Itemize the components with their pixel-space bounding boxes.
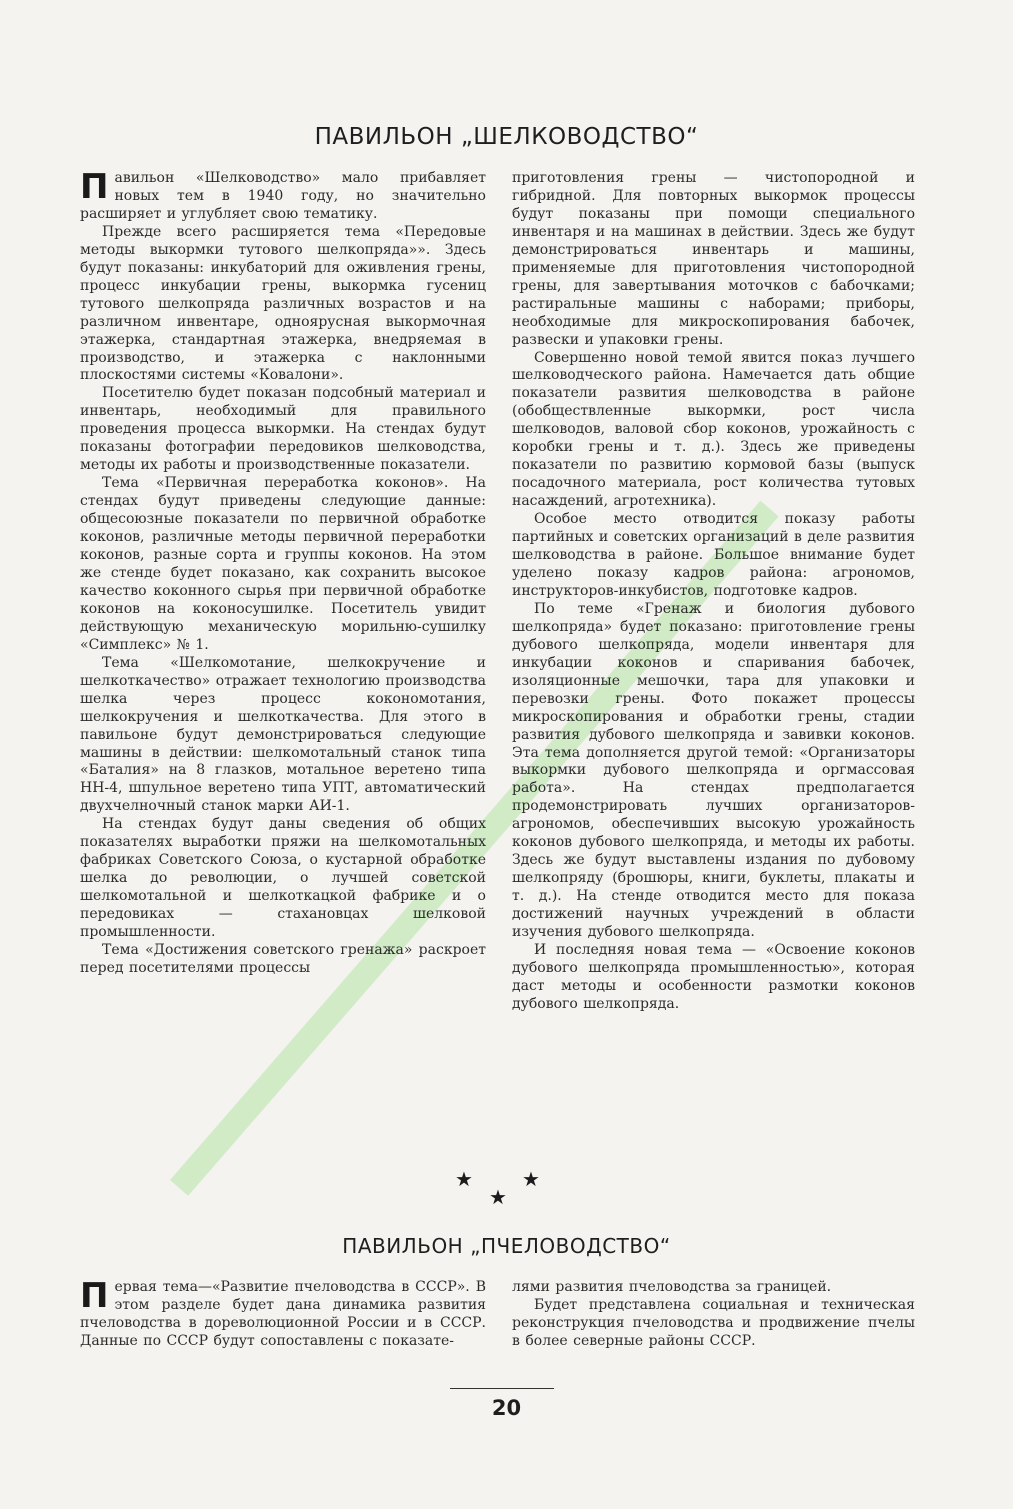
paragraph: Посетителю будет показан подсобный материал и инвентарь, необходимый для правильного проведения процесса выкормки. На стендах будут показаны фотографии передовиков шелководства, методы их работы и производственные показатели.	[80, 385, 486, 474]
star-icon: ★	[522, 1167, 540, 1191]
paragraph: Тема «Шелкомотание, шелкокручение и шелкоткачество» отражает технологию производства шелка через процесс кокономотания, шелкокручения и шелкоткачества. Для этого в павильоне будут демонстрироваться следующие машины в действии: шелкомотальный станок типа «Баталия» на 8 глазков, мотальное веретено типа НН-4, шпульное веретено типа УПТ, автоматический двухчелночный станок марки АИ-1.	[80, 654, 486, 815]
paragraph: И последняя новая тема — «Освоение коконов дубового шелкопряда промышленностью», которая даст методы и особенности размотки коконов дубового шелкопряда.	[512, 941, 915, 1012]
drop-cap: П	[80, 1276, 109, 1316]
section-title-sericulture: ПАВИЛЬОН „ШЕЛКОВОДСТВО“	[314, 124, 699, 150]
drop-cap: П	[80, 167, 109, 207]
star-separator	[455, 1165, 555, 1209]
paragraph: На стендах будут даны сведения об общих показателях выработки пряжи на шелкомотальных фабриках Советского Союза, о кустарной обработке шелка до революции, о лучшей советской шелкомотальной и шелкоткацкой фабрике и о передовиках — стахановцах шелковой промышленности.	[80, 816, 486, 941]
sericulture-column-right	[512, 170, 915, 1014]
star-icon: ★	[455, 1167, 473, 1191]
paragraph: Будет представлена социальная и техническая реконструкция пчеловодства и продвижение пчелы в более северные районы СССР.	[512, 1296, 915, 1349]
page-number: 20	[491, 1396, 522, 1420]
paragraph	[80, 167, 486, 224]
section-title-beekeeping: ПАВИЛЬОН „ПЧЕЛОВОДСТВО“	[342, 1234, 671, 1258]
paragraph: Тема «Первичная переработка коконов». На стендах будут приведены следующие данные: общесоюзные показатели по первичной обработке коконов, различные методы первичной переработки коконов, разные сорта и группы коконов. На этом же стенде будет показано, как сохранить высокое качество коконного сырья при первичной обработке коконов на коконосушилке. Посетитель увидит действующую механическую морильню-сушилку «Симплекс» № 1.	[80, 475, 486, 653]
paragraph-text: ервая тема—«Развитие пчеловодства в СССР». В этом разделе будет дана динамика развития пчеловодства в дореволюционной России и в СССР. Данные по СССР будут сопоставлены с показате-	[80, 1279, 486, 1349]
star-icon: ★	[489, 1185, 507, 1209]
paragraph-text: авильон «Шелководство» мало прибавляет новых тем в 1940 году, но значительно расширяет и углубляет свою тематику.	[80, 170, 486, 222]
beekeeping-column-right	[512, 1279, 915, 1351]
paragraph	[80, 1276, 486, 1351]
paragraph: Совершенно новой темой явится показ лучшего шелководческого района. Намечается дать общие показатели развития шелководства в районе (обобществленные выкормки, рост числа шелководов, валовой сбор коконов, урожайность с коробки грены и т. д.). Здесь же приведены показатели по развитию кормовой базы (выпуск посадочного материала, рост количества тутовых насаждений, агротехника).	[512, 349, 915, 510]
paragraph: Особое место отводится показу работы партийных и советских организаций в деле развития шелководства в районе. Большое внимание будет уделено показу кадров района: агрономов, инструкторов-инкубистов, подготовке кадров.	[512, 511, 915, 599]
page-number-rule	[450, 1388, 554, 1389]
sericulture-column-left	[80, 167, 486, 978]
beekeeping-column-left	[80, 1276, 486, 1351]
paragraph: лями развития пчеловодства за границей.	[512, 1279, 832, 1295]
paragraph: По теме «Гренаж и биология дубового шелкопряда» будет показано: приготовление грены дубового шелкопряда, модели инвентаря для инкубации коконов и спаривания бабочек, изоляционные мешочки, тара для упаковки и перевозки грены. Фото покажет процессы микроскопирования и обработки грены, стадии развития дубового шелкопряда и завивки коконов. Эта тема дополняется другой темой: «Организаторы выкормки дубового шелкопряда и оргмассовая работа». На стендах предполагается продемонстрировать лучших организаторов-агрономов, обеспечивших высокую урожайность коконов дубового шелкопряда, и методы их работы. Здесь же будут выставлены издания по дубовому шелкопряду (брошюры, книги, буклеты, плакаты и т. д.). На стенде отводится место для показа достижений научных учреждений в области изучения дубового шелкопряда.	[512, 600, 915, 941]
paragraph: приготовления грены — чистопородной и гибридной. Для повторных выкормок процессы будут показаны при помощи специального инвентаря и на машинах в действии. Здесь же будут демонстрироваться инвентарь и машины, применяемые для приготовления чистопородной грены, для завертывания моточков с бабочками; растиральные машины с наборами; приборы, необходимые для микроскопирования бабочек, развески и упаковки грены.	[512, 170, 915, 348]
paragraph: Тема «Достижения советского гренажа» раскроет перед посетителями процессы	[80, 941, 486, 976]
paragraph: Прежде всего расширяется тема «Передовые методы выкормки тутового шелкопряда»». Здесь будут показаны: инкубаторий для оживления грены, процесс инкубации грены, выкормка гусениц тутового шелкопряда различных возрастов и на различном инвентаре, одноярусная выкормочная этажерка, стандартная этажерка, внедряемая в производство, и этажерка с наклонными плоскостями системы «Ковалони».	[80, 223, 486, 384]
